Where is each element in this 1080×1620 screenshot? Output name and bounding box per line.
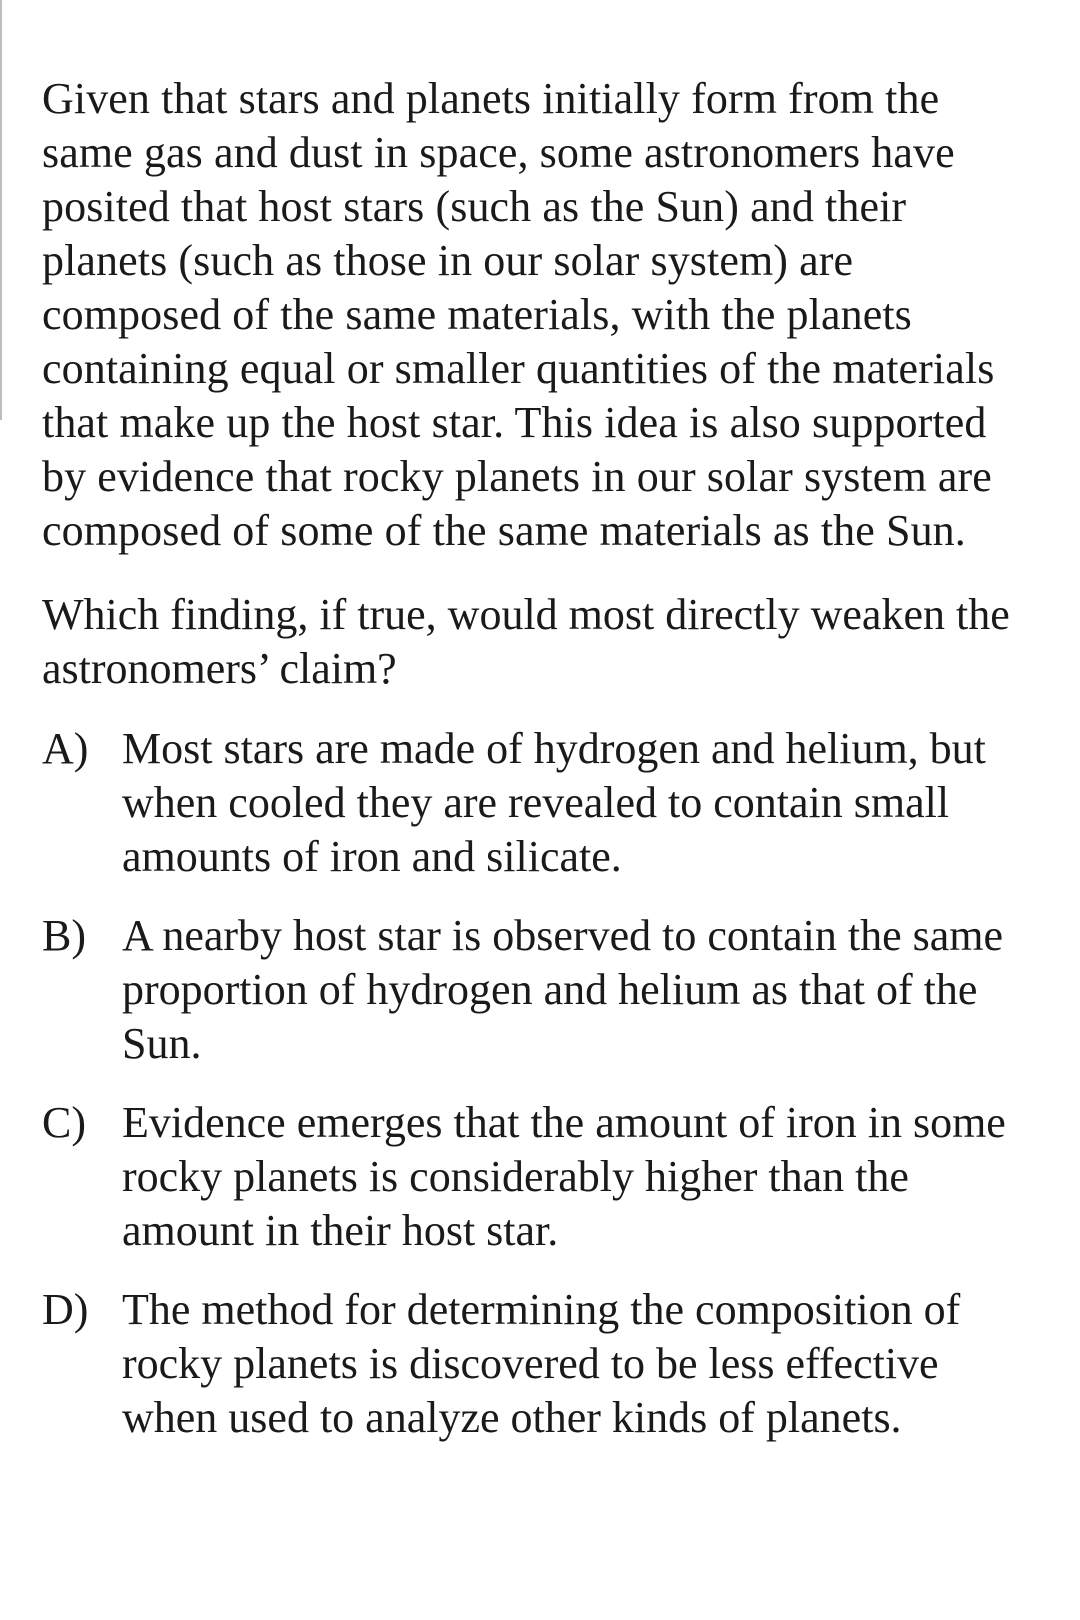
answer-choice-a[interactable]	[42, 722, 1040, 884]
answer-choice-d[interactable]	[42, 1283, 1040, 1445]
choice-letter: B)	[42, 911, 86, 960]
choice-text: A nearby host star is observed to contain the same proportion of hydrogen and helium as that of the Sun.	[122, 911, 1004, 1068]
choice-letter: D)	[42, 1285, 89, 1334]
choice-text: Most stars are made of hydrogen and helium, but when cooled they are revealed to contain small amounts of iron and silicate.	[122, 724, 986, 881]
question-stem: Which finding, if true, would most directly weaken the astronomers’ claim?	[42, 590, 1010, 693]
answer-choice-b[interactable]	[42, 909, 1040, 1071]
page-edge-line	[0, 0, 2, 420]
choice-text: Evidence emerges that the amount of iron in some rocky planets is considerably higher than the amount in their host star.	[122, 1098, 1006, 1255]
choice-letter: A)	[42, 724, 89, 773]
passage-text: Given that stars and planets initially form from the same gas and dust in space, some astronomers have posited that host stars (such as the Sun) and their planets (such as those in our solar system) are composed of the same materials, with the planets containing equal or smaller quantities of the materials that make up the host star. This idea is also supported by evidence that rocky planets in our solar system are composed of some of the same materials as the Sun.	[42, 74, 995, 555]
answer-choice-c[interactable]	[42, 1096, 1040, 1258]
choice-text: The method for determining the composition of rocky planets is discovered to be less effective when used to analyze other kinds of planets.	[122, 1285, 961, 1442]
choice-letter: C)	[42, 1098, 86, 1147]
answer-choices	[42, 722, 1040, 1445]
